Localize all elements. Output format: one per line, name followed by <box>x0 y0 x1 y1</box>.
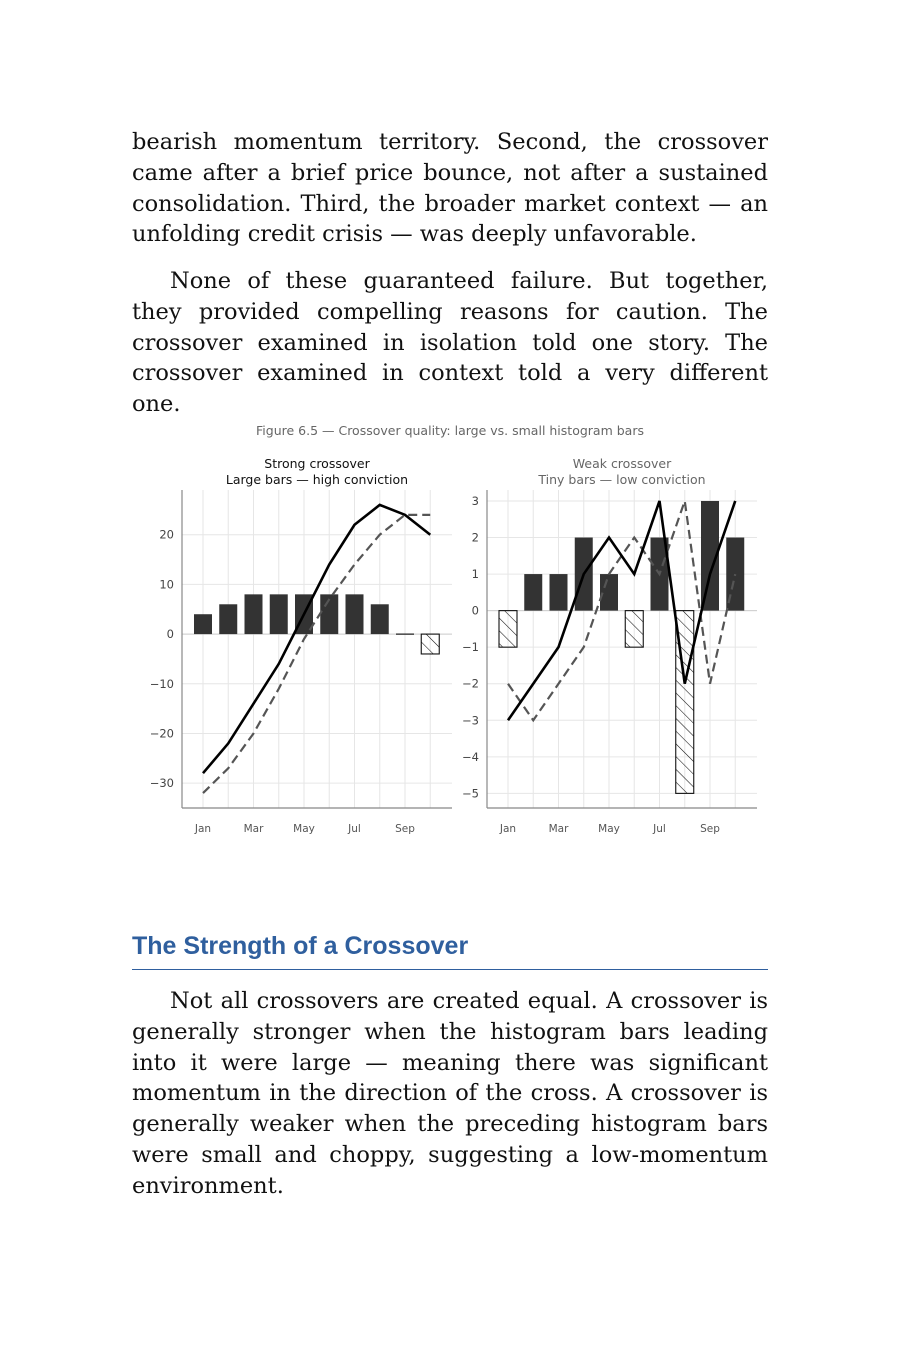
histogram-bar <box>550 574 568 611</box>
y-tick-label: −30 <box>149 776 174 791</box>
y-tick-label: 20 <box>159 527 174 542</box>
y-tick-label: −3 <box>462 713 479 728</box>
y-tick-label: 2 <box>471 530 479 545</box>
figure-caption: Figure 6.5 — Crossover quality: large vs. small histogram bars <box>256 423 644 438</box>
histogram-bar <box>270 594 288 634</box>
y-tick-label: −4 <box>462 749 479 764</box>
histogram-bar <box>600 574 618 611</box>
x-tick-label: May <box>293 823 315 835</box>
chart-strong-crossover <box>150 456 452 835</box>
histogram-bar-negative <box>625 611 643 648</box>
y-tick-label: −5 <box>462 786 479 801</box>
figure-svg <box>0 412 900 852</box>
paragraph-none-guaranteed: None of these guaranteed failure. But together, they provided compelling reasons for caution. The crossover examined in isolation told one story. The crossover examined in context told a very different one. <box>132 268 768 418</box>
y-tick-label: 1 <box>471 567 479 582</box>
histogram-bar <box>371 604 389 634</box>
x-tick-label: May <box>598 823 620 835</box>
x-tick-label: Mar <box>243 823 264 835</box>
histogram-bar <box>219 604 237 634</box>
x-tick-label: Jul <box>348 823 361 835</box>
chart-title: Strong crossover <box>264 456 370 471</box>
histogram-bar-negative <box>499 611 517 648</box>
y-tick-label: 0 <box>166 627 174 642</box>
y-tick-label: −10 <box>149 676 174 691</box>
y-tick-label: 0 <box>471 603 479 618</box>
paragraph-crossover-strength: Not all crossovers are created equal. A crossover is generally stronger when the histogram bars leading into it were large — meaning there was significant momentum in the direction of the cross. A crossover is generally weaker when the preceding histogram bars were small and choppy, suggesting a low-momentum environment. <box>132 988 768 1199</box>
histogram-bar <box>194 614 212 634</box>
x-tick-label: Mar <box>548 823 569 835</box>
histogram-bar <box>524 574 542 611</box>
signal-line <box>203 515 430 793</box>
y-tick-label: −20 <box>149 726 174 741</box>
histogram-bar <box>346 594 364 634</box>
x-tick-label: Jan <box>194 823 212 835</box>
x-tick-label: Jul <box>653 823 666 835</box>
chart-subtitle: Tiny bars — low conviction <box>538 472 706 487</box>
y-tick-label: −2 <box>462 676 479 691</box>
x-tick-label: Jan <box>499 823 517 835</box>
y-tick-label: 10 <box>159 577 174 592</box>
y-tick-label: 3 <box>471 493 479 508</box>
chart-weak-crossover <box>462 456 757 835</box>
chart-subtitle: Large bars — high conviction <box>225 472 409 487</box>
paragraph-bearish-territory: bearish momentum territory. Second, the crossover came after a brief price bounce, not after a sustained consolidation. Third, the broader market context — an unfolding credit crisis — was deeply unfavorable. <box>132 129 768 248</box>
figure-6-5 <box>0 412 900 852</box>
histogram-bar-negative <box>421 634 439 654</box>
y-tick-label: −1 <box>462 640 479 655</box>
x-tick-label: Sep <box>395 823 415 835</box>
histogram-bar <box>245 594 263 634</box>
section-heading: The Strength of a Crossover <box>132 932 768 970</box>
x-tick-label: Sep <box>700 823 720 835</box>
chart-title: Weak crossover <box>572 456 672 471</box>
